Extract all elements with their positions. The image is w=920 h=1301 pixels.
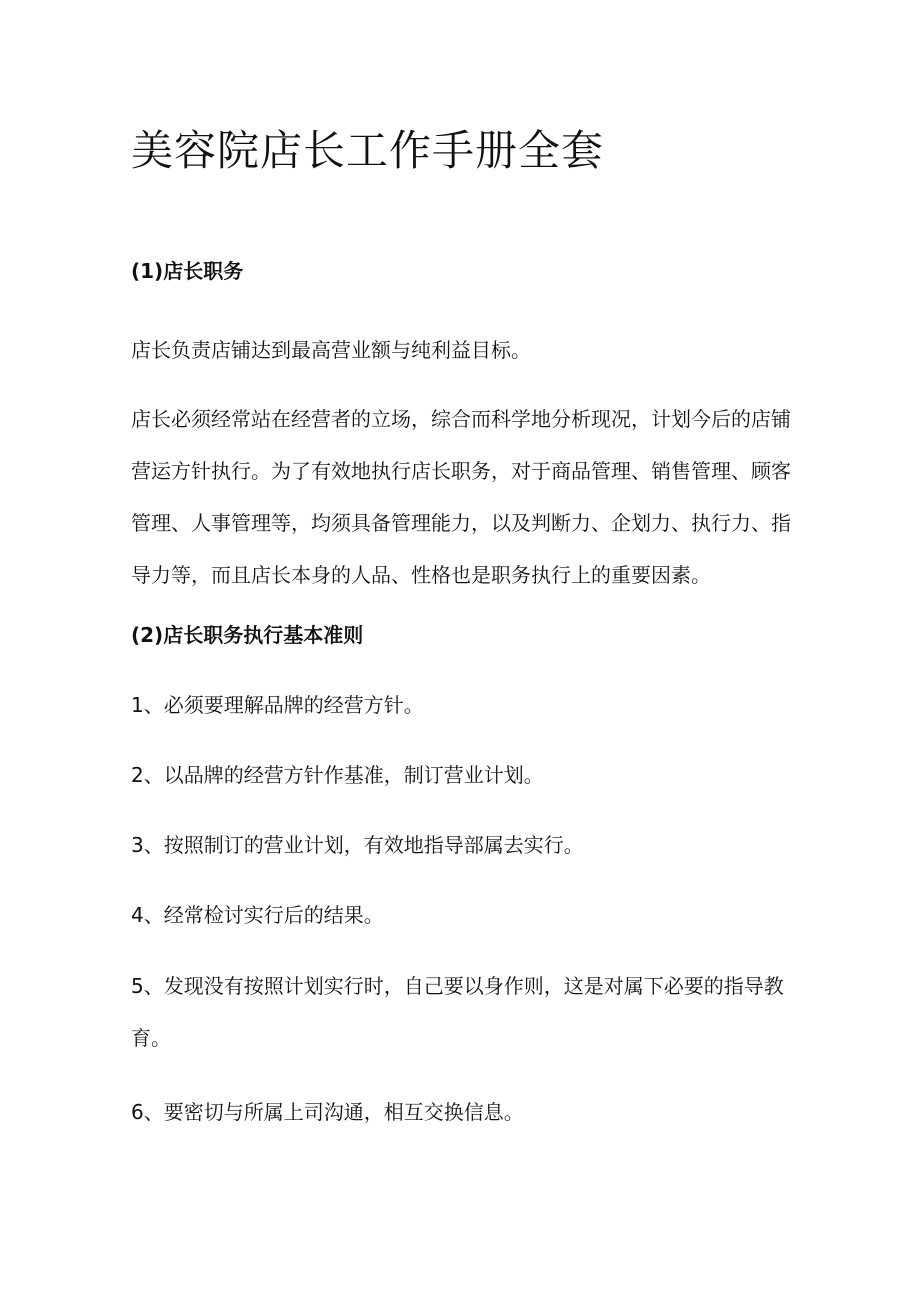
paragraph-duty-goal: 店长负责店铺达到最高营业额与纯利益目标。 xyxy=(131,338,531,362)
list-item: 3、按照制订的营业计划，有效地指导部属去实行。 xyxy=(131,833,584,857)
list-item: 1、必须要理解品牌的经营方针。 xyxy=(131,693,424,717)
list-item: 4、经常检讨实行后的结果。 xyxy=(131,903,384,927)
list-item: 2、以品牌的经营方针作基准，制订营业计划。 xyxy=(131,763,544,787)
list-item: 5、发现没有按照计划实行时，自己要以身作则，这是对属下必要的指导教育。 xyxy=(131,974,784,1050)
section-heading-principles: (2)店长职务执行基本准则 xyxy=(131,623,364,647)
document-title: 美容院店长工作手册全套 xyxy=(131,126,605,175)
section-heading-duties: (1)店长职务 xyxy=(131,259,244,283)
paragraph-duty-description: 店长必须经常站在经营者的立场，综合而科学地分析现况，计划今后的店铺营运方针执行。为了有效地执行店长职务，对于商品管理、销售管理、顾客管理、人事管理等，均须具备管理能力，以及判断力、企划力、执行力、指导力等，而且店长本身的人品、性格也是职务执行上的重要因素。 xyxy=(131,407,791,587)
list-item: 6、要密切与所属上司沟通，相互交换信息。 xyxy=(131,1100,524,1124)
